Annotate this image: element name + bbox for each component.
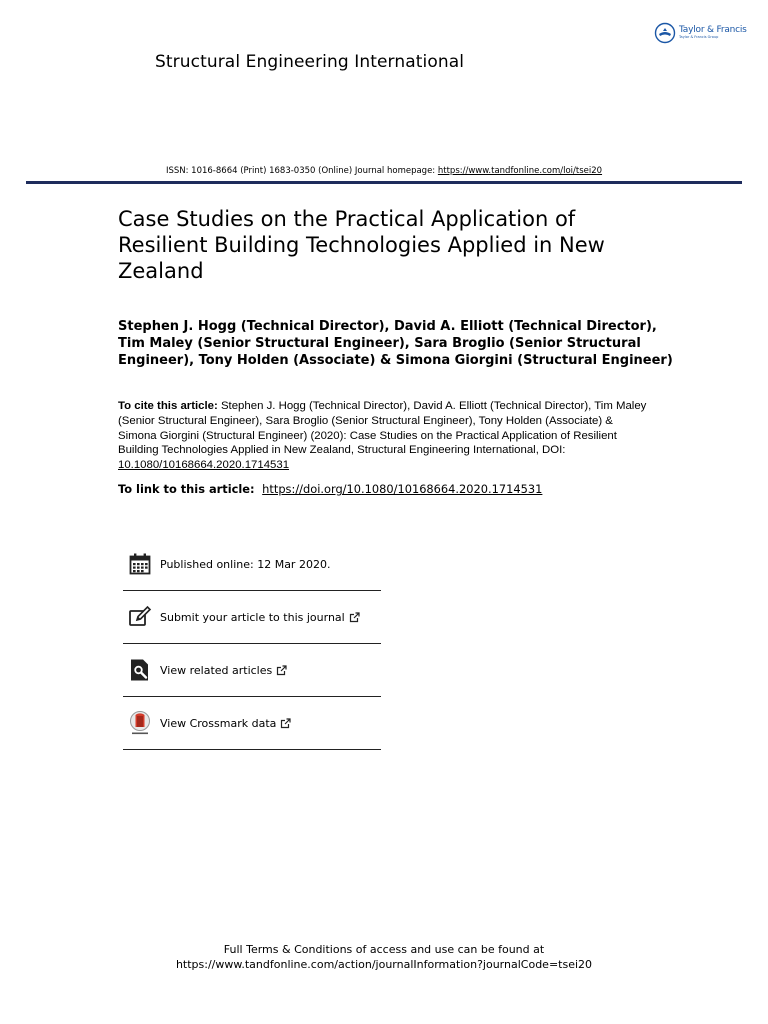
external-link-icon [349,612,360,623]
article-info-list [123,538,381,750]
publisher-group: Taylor & Francis Group [679,35,719,40]
crossmark-item[interactable] [123,697,381,750]
external-link-icon [280,718,291,729]
article-doi-link[interactable]: https://doi.org/10.1080/10168664.2020.1714531 [262,482,543,496]
related-articles-item[interactable] [123,644,381,697]
journal-name: Structural Engineering International [155,52,465,72]
published-online-item [123,538,381,591]
calendar-icon [127,551,153,577]
related-articles-label: View related articles [160,663,273,677]
pencil-edit-icon [127,604,153,630]
journal-homepage-link[interactable]: https://www.tandfonline.com/loi/tsei20 [437,166,603,176]
search-document-icon [127,657,153,683]
related-articles-link[interactable] [160,664,287,677]
external-link-icon [276,665,287,676]
article-authors: Stephen J. Hogg (Technical Director), David A. Elliott (Technical Director), Tim Maley (Senior Structural Engineer), Sara Broglio (Senior Structural Engineer), Tony Holden (Associate) & Simona Giorgini (Structural Engineer) [118,319,673,368]
issn-text: ISSN: 1016-8664 (Print) 1683-0350 (Online) Journal homepage: [165,166,438,176]
citation-text: Stephen J. Hogg (Technical Director), David A. Elliott (Technical Director), Tim Maley (Senior Structural Engineer), Sara Broglio (Senior Structural Engineer), Tony Holden (Associate) & Simona Giorgini (Structural Engineer) (2020): Case Studies on the Practical Application of Resilient Building Technologies Applied in New Zealand, Structural Engineering International, DOI: [118,400,647,457]
crossmark-icon [127,710,153,736]
terms-footer [0,943,768,972]
article-link-label: To link to this article: [118,482,255,496]
article-link-block [118,482,542,496]
submit-article-link[interactable] [160,611,360,624]
publisher-logo [654,22,747,44]
publisher-logo-text [679,26,747,40]
citation-block [118,399,648,473]
submit-article-item[interactable] [123,591,381,644]
issn-line [0,166,768,176]
header-rule [26,181,742,184]
crossmark-label: View Crossmark data [160,716,277,730]
publisher-name: Taylor & Francis [679,25,747,36]
published-online-text: Published online: 12 Mar 2020. [160,557,331,571]
citation-label: To cite this article: [118,400,218,412]
submit-article-label: Submit your article to this journal [160,610,345,624]
article-title: Case Studies on the Practical Application of Resilient Building Technologies Applied in New Zealand [118,207,605,283]
terms-url-link[interactable]: https://www.tandfonline.com/action/journalInformation?journalCode=tsei20 [175,957,593,971]
taylor-francis-logo-icon [654,22,676,44]
citation-doi-link[interactable]: 10.1080/10168664.2020.1714531 [118,459,290,472]
terms-line: Full Terms & Conditions of access and use can be found at [223,943,545,956]
crossmark-link[interactable] [160,717,291,730]
